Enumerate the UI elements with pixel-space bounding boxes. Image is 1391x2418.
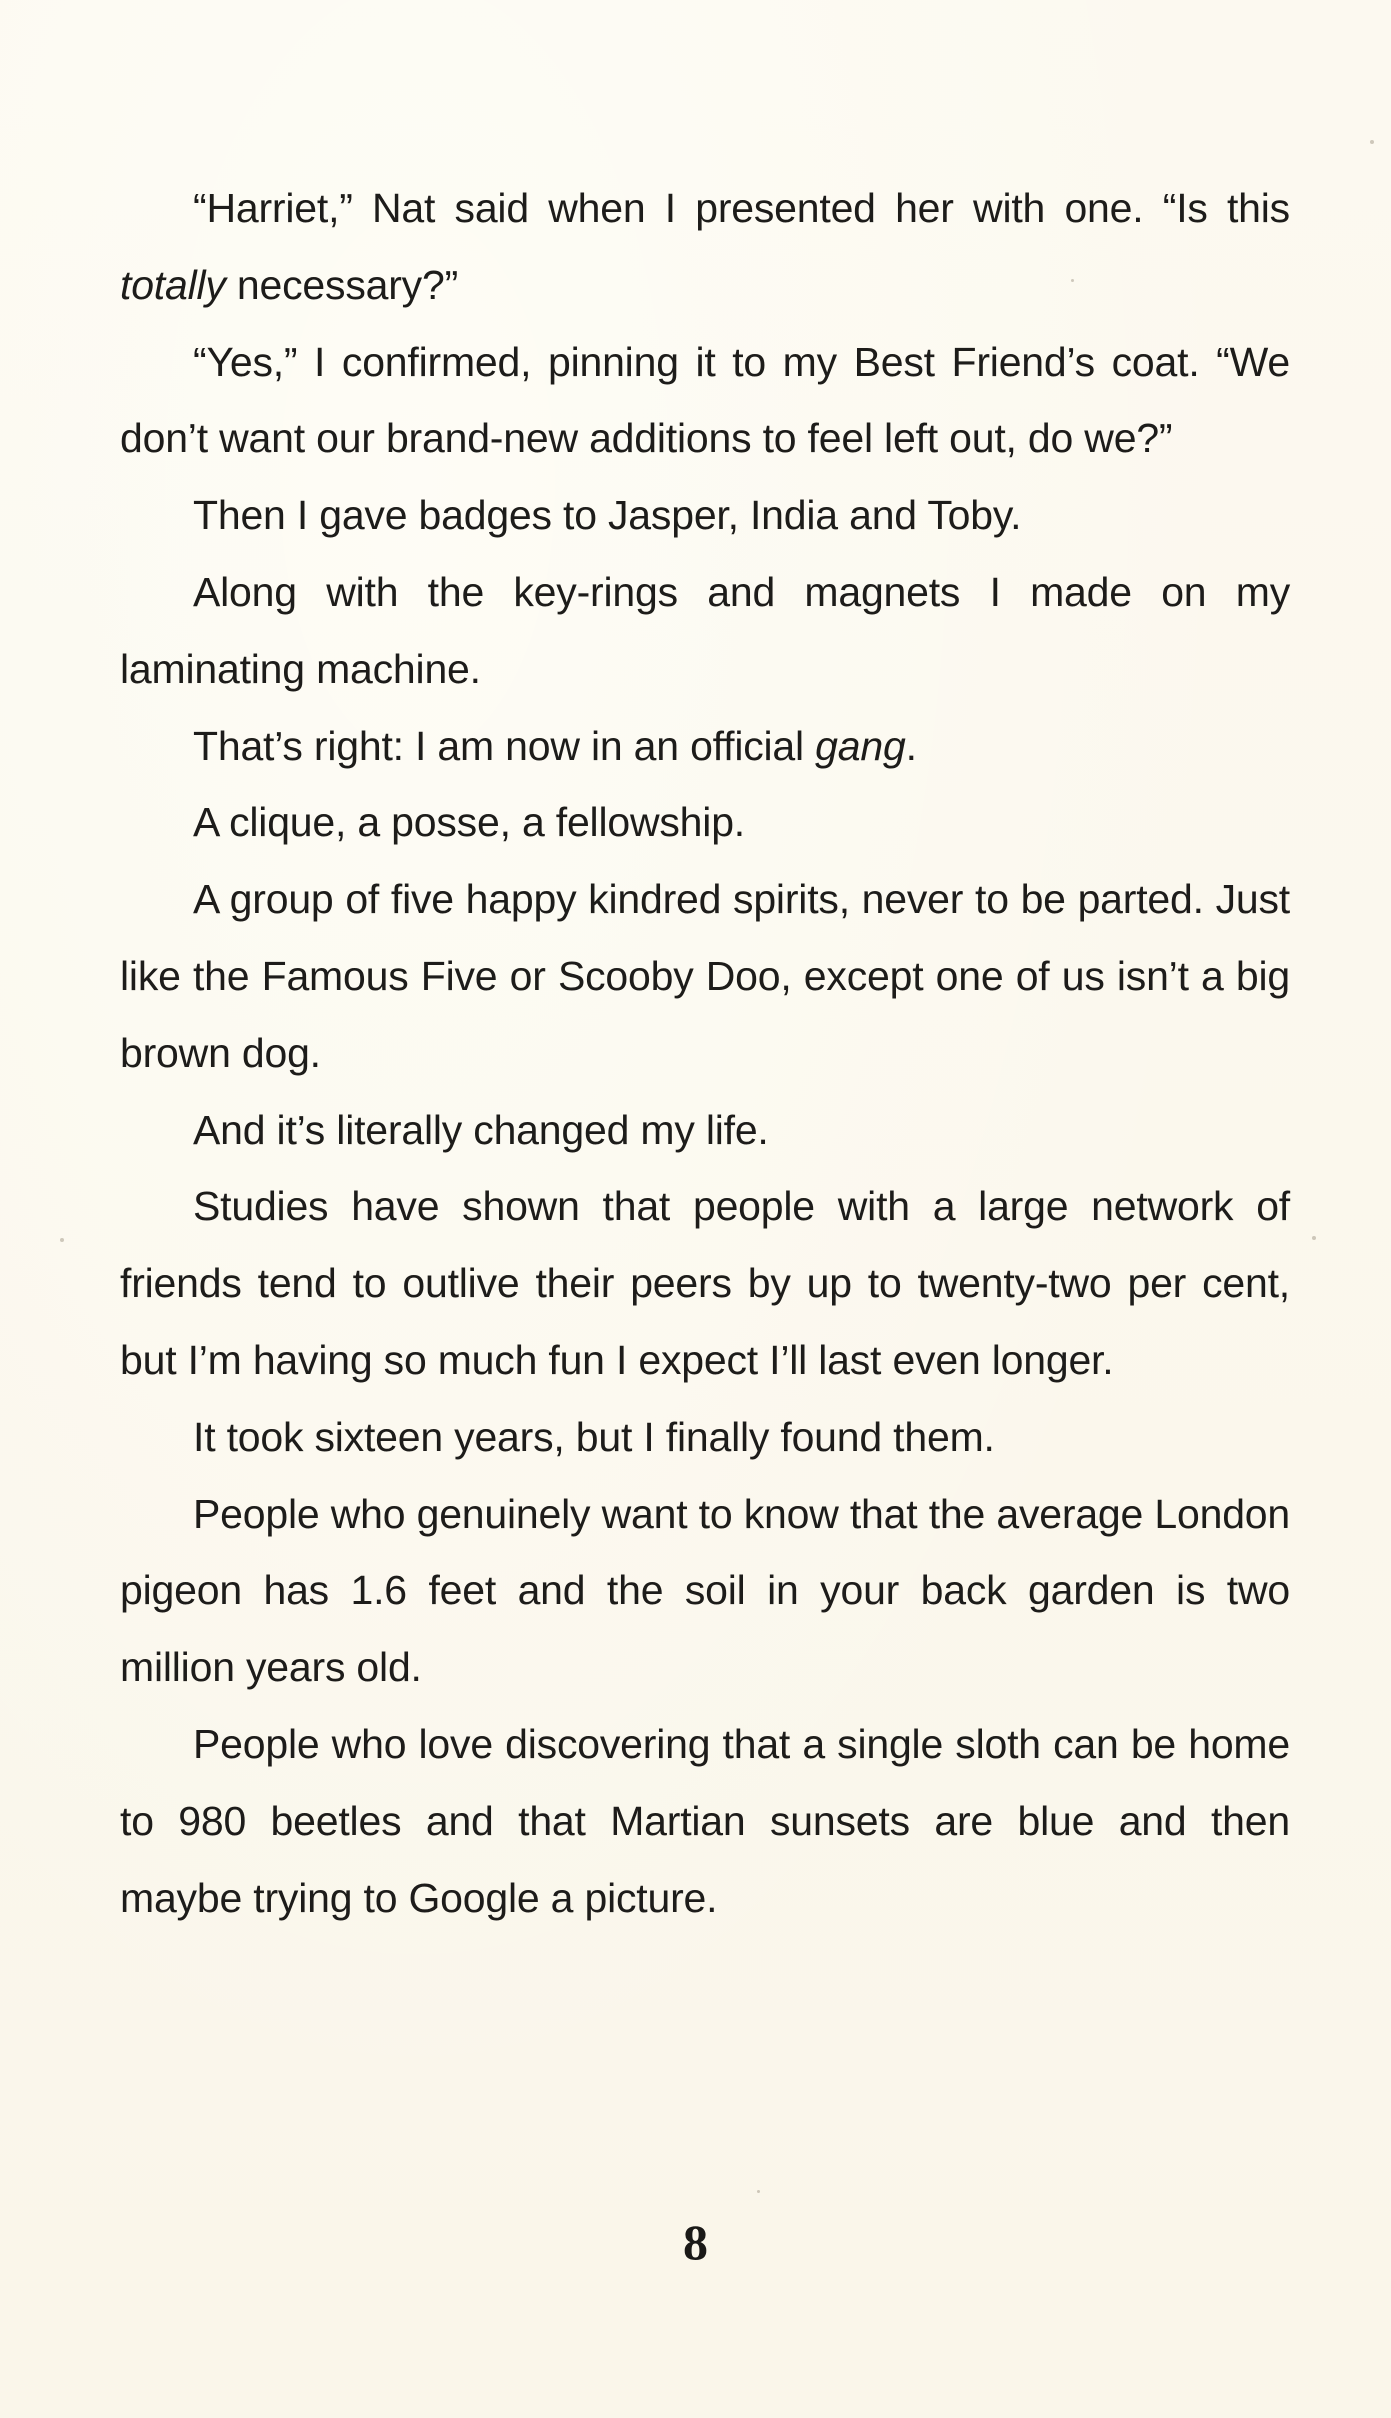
paragraph-1-text-end: necessary?” bbox=[225, 261, 459, 308]
paragraph-5-text-end: . bbox=[905, 722, 917, 769]
paper-speck bbox=[1312, 1236, 1316, 1240]
paragraph-11-text: People who genuinely want to know that the average London pigeon has 1.6 feet and the soil in your back garden is two million years old. bbox=[120, 1490, 1290, 1691]
paper-speck bbox=[757, 2190, 760, 2193]
paragraph-8-text: And it’s literally changed my life. bbox=[193, 1106, 769, 1153]
paragraph-1-emphasis: totally bbox=[120, 261, 226, 308]
paragraph-4 bbox=[120, 554, 1290, 708]
page-number: 8 bbox=[683, 2214, 708, 2270]
paragraph-12 bbox=[120, 1706, 1290, 1936]
paragraph-10-text: It took sixteen years, but I finally found them. bbox=[193, 1413, 995, 1460]
paragraph-1-text: “Harriet,” Nat said when I presented her with one. “Is this bbox=[193, 185, 1290, 231]
paragraph-3 bbox=[120, 477, 1290, 554]
body-text bbox=[120, 170, 1290, 1936]
paragraph-8 bbox=[120, 1092, 1290, 1169]
paragraph-7-text: A group of five happy kindred spirits, never to be parted. Just like the Famous Five or Scooby Doo, except one of us isn’t a big brown dog. bbox=[120, 876, 1290, 1076]
paragraph-5-text: That’s right: I am now in an official bbox=[193, 722, 816, 769]
paragraph-7 bbox=[120, 861, 1290, 1091]
paragraph-5-emphasis: gang bbox=[815, 722, 906, 769]
paper-speck bbox=[1071, 279, 1074, 282]
paper-speck bbox=[1370, 140, 1374, 144]
paragraph-1 bbox=[120, 170, 1290, 324]
paragraph-2-text: “Yes,” I confirmed, pinning it to my Best Friend’s coat. “We don’t want our brand-new additions to feel left out, do we?” bbox=[120, 338, 1290, 462]
paragraph-3-text: Then I gave badges to Jasper, India and Toby. bbox=[193, 492, 1022, 539]
paragraph-2 bbox=[120, 324, 1290, 478]
paragraph-12-text: People who love discovering that a single sloth can be home to 980 beetles and that Martian sunsets are blue and then maybe trying to Google a picture. bbox=[120, 1720, 1290, 1921]
paragraph-5 bbox=[120, 708, 1290, 785]
paragraph-4-text: Along with the key-rings and magnets I made on my laminating machine. bbox=[120, 568, 1290, 692]
paragraph-10 bbox=[120, 1399, 1290, 1476]
paragraph-9 bbox=[120, 1168, 1290, 1398]
paper-speck bbox=[60, 1238, 64, 1242]
paragraph-6-text: A clique, a posse, a fellowship. bbox=[193, 799, 745, 846]
paragraph-6 bbox=[120, 784, 1290, 861]
paragraph-11 bbox=[120, 1476, 1290, 1706]
paragraph-9-text: Studies have shown that people with a large network of friends tend to outlive their peers by up to twenty-two per cent, but I’m having so much fun I expect I’ll last even longer. bbox=[120, 1183, 1290, 1383]
